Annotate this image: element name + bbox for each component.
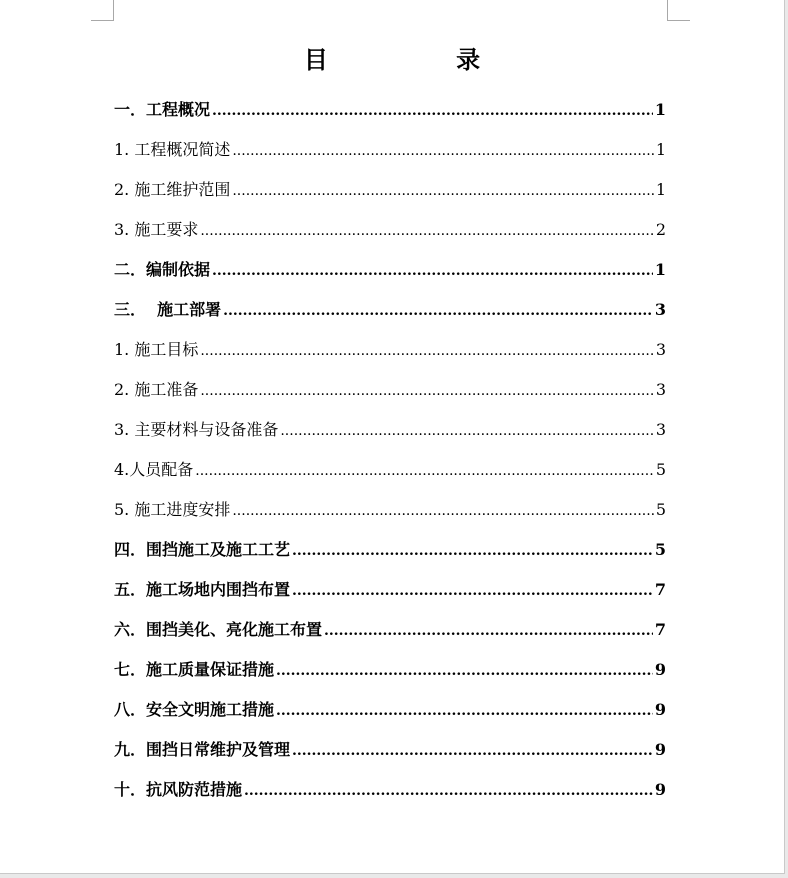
toc-entry-label: 十．抗风防范措施 xyxy=(114,780,243,799)
toc-entry-label: 2. 施工准备 xyxy=(114,380,199,399)
toc-entry-page: 7 xyxy=(654,580,666,599)
toc-entry-page: 1 xyxy=(654,100,666,119)
toc-entry[interactable] xyxy=(114,258,666,298)
toc-entry-label: 1. 工程概况简述 xyxy=(114,140,231,159)
toc-entry-label: 1. 施工目标 xyxy=(114,340,199,359)
toc-list xyxy=(114,98,666,818)
toc-leader xyxy=(276,659,653,683)
toc-entry-label: 4.人员配备 xyxy=(114,460,194,479)
toc-entry-page: 5 xyxy=(654,540,666,559)
toc-entry-label: 3. 施工要求 xyxy=(114,220,199,239)
toc-entry[interactable] xyxy=(114,778,666,818)
toc-leader xyxy=(292,539,653,563)
toc-entry[interactable] xyxy=(114,578,666,618)
toc-entry-page: 3 xyxy=(655,340,666,359)
toc-entry-label: 四．围挡施工及施工工艺 xyxy=(114,540,291,559)
toc-leader xyxy=(276,699,653,723)
toc-entry-label: 七．施工质量保证措施 xyxy=(114,660,275,679)
toc-entry[interactable] xyxy=(114,498,666,538)
toc-entry-label: 2. 施工维护范围 xyxy=(114,180,231,199)
toc-entry[interactable] xyxy=(114,618,666,658)
toc-leader xyxy=(200,379,653,403)
toc-entry-label: 九．围挡日常维护及管理 xyxy=(114,740,291,759)
toc-leader xyxy=(200,339,653,363)
toc-entry-page: 9 xyxy=(654,660,666,679)
toc-entry-label: 八．安全文明施工措施 xyxy=(114,700,275,719)
toc-entry-page: 3 xyxy=(654,300,666,319)
toc-entry-page: 5 xyxy=(655,500,666,519)
toc-entry[interactable] xyxy=(114,218,666,258)
toc-entry-label: 五．施工场地内围挡布置 xyxy=(114,580,291,599)
toc-leader xyxy=(244,779,653,803)
toc-leader xyxy=(232,139,653,163)
toc-entry-label: 三． 施工部署 xyxy=(114,300,222,319)
toc-entry-page: 9 xyxy=(654,700,666,719)
toc-entry-label: 3. 主要材料与设备准备 xyxy=(114,420,279,439)
toc-entry-page: 3 xyxy=(655,380,666,399)
toc-entry-page: 9 xyxy=(654,740,666,759)
toc-leader xyxy=(195,459,654,483)
toc-entry-label: 5. 施工进度安排 xyxy=(114,500,231,519)
toc-entry-page: 2 xyxy=(655,220,666,239)
toc-entry-page: 1 xyxy=(655,140,666,159)
toc-leader xyxy=(212,99,653,123)
toc-entry[interactable] xyxy=(114,338,666,378)
toc-leader xyxy=(212,259,653,283)
toc-entry-page: 9 xyxy=(654,780,666,799)
toc-entry-page: 3 xyxy=(655,420,666,439)
toc-entry[interactable] xyxy=(114,98,666,138)
toc-entry-page: 1 xyxy=(654,260,666,279)
margin-corner-top-left xyxy=(91,0,114,21)
toc-leader xyxy=(324,619,653,643)
toc-entry[interactable] xyxy=(114,698,666,738)
toc-entry-label: 六．围挡美化、亮化施工布置 xyxy=(114,620,323,639)
toc-title: 目 录 xyxy=(303,45,541,74)
toc-entry-page: 7 xyxy=(654,620,666,639)
toc-leader xyxy=(232,499,653,523)
margin-corner-top-right xyxy=(667,0,690,21)
toc-entry-label: 二．编制依据 xyxy=(114,260,211,279)
toc-leader xyxy=(200,219,653,243)
toc-leader xyxy=(292,579,653,603)
toc-entry-label: 一．工程概况 xyxy=(114,100,211,119)
toc-entry[interactable] xyxy=(114,378,666,418)
toc-entry[interactable] xyxy=(114,658,666,698)
toc-leader xyxy=(292,739,653,763)
toc-entry[interactable] xyxy=(114,138,666,178)
toc-entry-page: 5 xyxy=(655,460,666,479)
toc-leader xyxy=(223,299,653,323)
toc-leader xyxy=(280,419,653,443)
toc-entry[interactable] xyxy=(114,178,666,218)
toc-entry[interactable] xyxy=(114,538,666,578)
toc-entry[interactable] xyxy=(114,458,666,498)
toc-entry-page: 1 xyxy=(655,180,666,199)
toc-entry[interactable] xyxy=(114,418,666,458)
toc-entry[interactable] xyxy=(114,298,666,338)
toc-entry[interactable] xyxy=(114,738,666,778)
toc-leader xyxy=(232,179,653,203)
